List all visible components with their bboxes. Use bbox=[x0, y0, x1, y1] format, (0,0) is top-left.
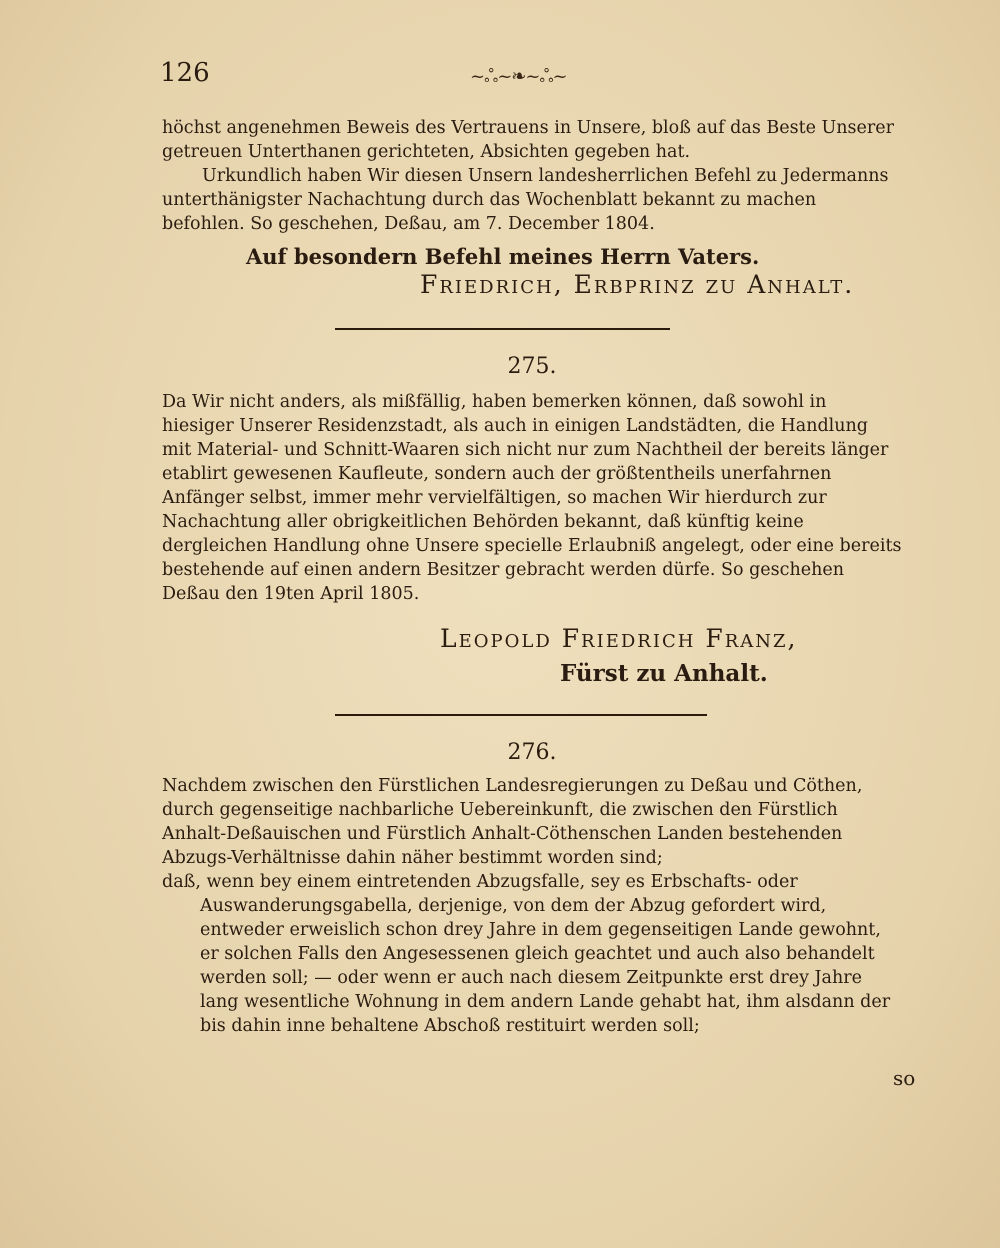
decree-276-number: 276. bbox=[507, 740, 557, 765]
section-divider-1 bbox=[335, 328, 670, 330]
page-number: 126 bbox=[160, 58, 210, 88]
decree-276-paragraph-2: daß, wenn bey einem eintretenden Abzugsfalle, sey es Erbschafts- oder Auswanderungsgabella, derjenige, von dem der Abzug gefordert wird, entweder erweislich schon drey Jahre in dem gegenseitigen Lande gewohnt, er solchen Falls den Angesessenen gleich geachtet und auch also behandelt werden soll; — oder wenn er auch nach diesem Zeitpunkte erst drey Jahre lang wesentliche Wohnung in dem andern Lande gehabt hat, ihm alsdann der bis dahin inne behaltene Abschoß restituirt werden soll; bbox=[162, 872, 891, 1036]
decree-275-body bbox=[162, 390, 902, 606]
page-header bbox=[160, 58, 900, 94]
decree-275-paragraph: Da Wir nicht anders, als mißfällig, haben bemerken können, daß sowohl in hiesiger Unserer Residenzstadt, als auch in einigen Landstädten, die Handlung mit Material- und Schnitt-Waaren sich nicht nur zum Nachtheil der bereits länger etablirt gewesenen Kaufleute, sondern auch der größtentheils unerfahrnen Anfänger selbst, immer mehr vervielfältigen, so machen Wir hierdurch zur Nachachtung aller obrigkeitlichen Behörden bekannt, daß künftig keine dergleichen Handlung ohne Unsere specielle Erlaubniß angelegt, oder eine bereits bestehende auf einen andern Besitzer gebracht werden dürfe. So geschehen Deßau den 19ten April 1805. bbox=[162, 392, 902, 604]
decree-274-signature-line-1: Auf besondern Befehl meines Herrn Vaters. bbox=[246, 244, 760, 269]
decree-276-body bbox=[162, 774, 902, 1038]
catchword: so bbox=[893, 1066, 916, 1090]
decree-274-body bbox=[162, 116, 902, 236]
decree-276-paragraph-1: Nachdem zwischen den Fürstlichen Landesregierungen zu Deßau und Cöthen, durch gegenseitige nachbarliche Uebereinkunft, die zwischen den Fürstlich Anhalt-Deßauischen und Fürstlich Anhalt-Cöthenschen Landen bestehenden Abzugs-Verhältnisse dahin näher bestimmt worden sind; bbox=[162, 776, 863, 868]
decree-275-number: 275. bbox=[507, 354, 557, 379]
header-ornament: ~ஃ~❧~ஃ~ bbox=[470, 66, 567, 87]
decree-275-signature-line-2: Fürst zu Anhalt. bbox=[560, 660, 768, 687]
decree-274-signature-line-2: Friedrich, Erbprinz zu Anhalt. bbox=[420, 270, 855, 299]
decree-274-paragraph-1: höchst angenehmen Beweis des Vertrauens in Unsere, bloß auf das Beste Unserer getreuen Unterthanen gerichteten, Absichten gegeben hat. bbox=[162, 118, 894, 162]
decree-274-paragraph-2: Urkundlich haben Wir diesen Unsern landesherrlichen Befehl zu Jedermanns unterthänigster Nachachtung durch das Wochenblatt bekannt zu machen befohlen. So geschehen, Deßau, am 7. December 1804. bbox=[162, 166, 889, 234]
decree-275-signature-line-1: Leopold Friedrich Franz, bbox=[440, 624, 798, 653]
section-divider-2 bbox=[335, 714, 707, 716]
